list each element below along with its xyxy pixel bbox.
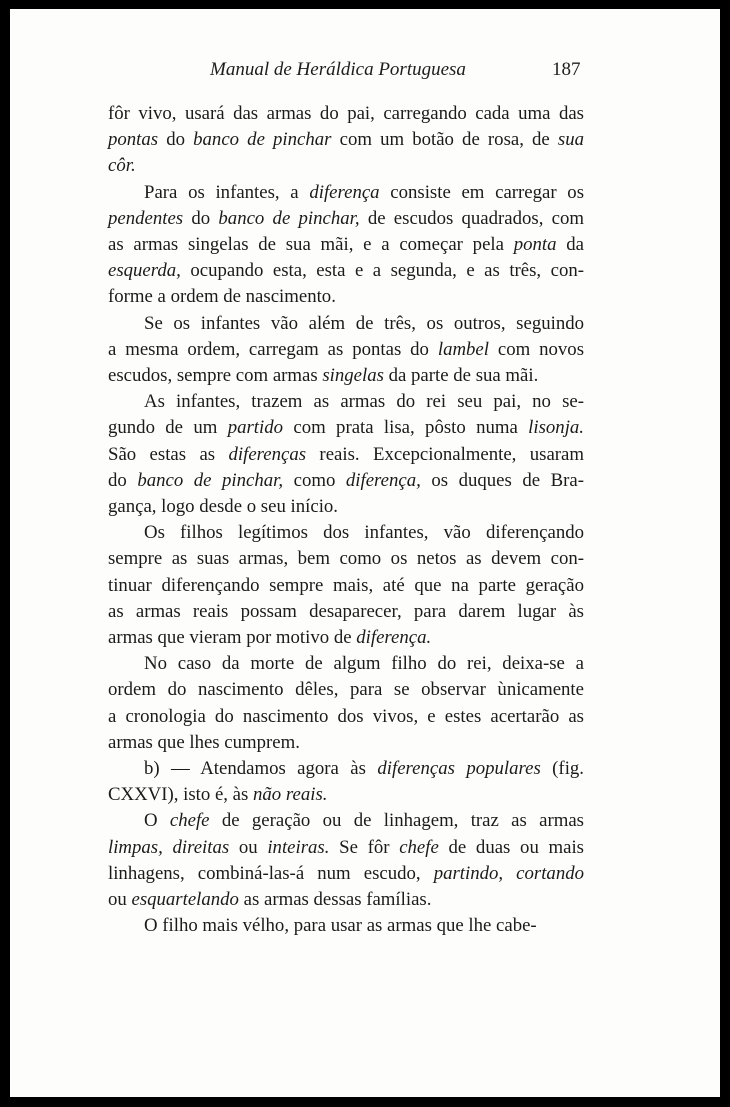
book-page [10, 9, 720, 1097]
text-segment: do [108, 469, 138, 491]
text-segment: Os filhos legítimos dos infantes, vão diferençando [144, 522, 584, 544]
text-segment: os duques de Bra- [420, 469, 584, 491]
text-segment: fôr vivo, usará das armas do pai, carregando cada uma das [108, 103, 584, 124]
italic-text: limpas, direitas [108, 836, 230, 858]
page-header [10, 59, 720, 89]
text-segment: com um botão de rosa, de [331, 129, 558, 151]
text-segment: ordem do nascimento dêles, para se observar ùnicamente [108, 679, 584, 701]
text-line [108, 625, 584, 651]
body-text [108, 101, 584, 940]
text-segment: da parte de sua mãi. [383, 365, 539, 387]
text-line [108, 101, 584, 127]
text-segment: a mesma ordem, carregam as pontas do [108, 338, 438, 360]
italic-text: diferença [309, 181, 380, 203]
text-segment: Se os infantes vão além de três, os outros, seguindo [144, 312, 584, 334]
text-segment: do [183, 207, 219, 229]
text-line [108, 468, 584, 494]
italic-text: partido [227, 417, 284, 439]
text-segment: a cronologia do nascimento dos vivos, e estes acertarão as [108, 705, 584, 727]
text-segment: No caso da morte de algum filho do rei, deixa-se a [144, 653, 584, 675]
text-segment: escudos, sempre com armas [108, 365, 323, 387]
italic-text: sua [557, 129, 584, 151]
italic-text: esquerda, [108, 260, 181, 282]
text-line [108, 153, 584, 179]
text-line [108, 887, 584, 913]
text-segment: do [158, 129, 194, 151]
italic-text: lisonja. [528, 417, 585, 439]
text-line [108, 782, 584, 808]
text-line [108, 730, 584, 756]
italic-text: diferença. [356, 627, 432, 649]
text-segment: ou [229, 836, 268, 858]
text-line [108, 808, 584, 834]
text-segment: consiste em carregar os [379, 181, 585, 203]
text-segment: forme a ordem de nascimento. [108, 286, 336, 308]
text-segment: as armas reais possam desaparecer, para darem lugar às [108, 600, 584, 622]
text-segment: gundo de um [108, 417, 228, 439]
text-segment: O [144, 810, 170, 832]
italic-text: diferença, [345, 469, 421, 491]
text-line [108, 284, 584, 310]
italic-text: chefe [399, 836, 439, 858]
text-line [108, 704, 584, 730]
text-segment: com prata lisa, pôsto numa [283, 417, 529, 439]
text-line [108, 520, 584, 546]
italic-text: diferenças [228, 443, 307, 465]
text-line [108, 311, 584, 337]
text-line [108, 599, 584, 625]
running-title: Manual de Heráldica Portuguesa [210, 59, 466, 80]
italic-text: não reais. [253, 784, 328, 806]
italic-text: ponta [513, 234, 557, 256]
italic-text: pendentes [108, 207, 184, 229]
italic-text: diferenças populares [377, 758, 541, 780]
text-line [108, 861, 584, 887]
text-line [108, 389, 584, 415]
text-segment: de duas ou mais [438, 836, 584, 858]
italic-text: inteiras. [267, 836, 330, 858]
text-segment: de escudos quadrados, com [359, 207, 584, 229]
italic-text: chefe [169, 810, 210, 832]
text-line [108, 180, 584, 206]
italic-text: pontas [108, 129, 159, 151]
italic-text: singelas [322, 365, 384, 387]
text-segment: como [283, 469, 346, 491]
italic-text: esquartelando [131, 889, 239, 911]
text-segment: Se fôr [329, 836, 400, 858]
text-segment: tinuar diferençando sempre mais, até que na parte geração [108, 574, 584, 596]
text-line [108, 677, 584, 703]
text-segment: ocupando esta, esta e a segunda, e as três, con- [180, 260, 584, 282]
text-segment: As infantes, trazem as armas do rei seu pai, no se- [144, 391, 584, 413]
italic-text: lambel [437, 338, 489, 360]
text-segment: (fig. [540, 758, 584, 780]
text-segment: gança, logo desde o seu início. [108, 496, 339, 518]
text-segment: da [556, 234, 584, 256]
text-line [108, 363, 584, 389]
text-segment: ou [108, 889, 132, 911]
italic-text: côr. [108, 155, 136, 177]
text-line [108, 258, 584, 284]
text-segment: as armas singelas de sua mãi, e a começar pela [108, 234, 514, 256]
italic-text: banco de pinchar [193, 129, 332, 151]
text-segment: as armas dessas famílias. [238, 889, 432, 911]
text-line [108, 442, 584, 468]
text-segment: com novos [488, 338, 584, 360]
text-line [108, 337, 584, 363]
text-line [108, 913, 584, 939]
text-line [108, 651, 584, 677]
text-segment: reais. Excepcionalmente, usaram [306, 443, 584, 465]
text-line [108, 232, 584, 258]
text-line [108, 206, 584, 232]
text-segment: armas que lhes cumprem. [108, 731, 300, 753]
text-line [108, 573, 584, 599]
text-line [108, 835, 584, 861]
text-segment: sempre as suas armas, bem como os netos as devem con- [108, 548, 584, 570]
text-segment: linhagens, combiná-las-á num escudo, [108, 862, 434, 884]
text-segment: de geração ou de linhagem, traz as armas [209, 810, 584, 832]
text-line [108, 415, 584, 441]
text-line [108, 756, 584, 782]
page-number: 187 [552, 59, 581, 80]
text-segment: O filho mais vélho, para usar as armas que lhe cabe- [144, 915, 537, 937]
text-segment: São estas as [108, 443, 229, 465]
text-segment: CXXVI), isto é, às [108, 784, 254, 806]
text-line [108, 494, 584, 520]
text-segment: armas que vieram por motivo de [108, 627, 357, 649]
text-segment: Para os infantes, a [144, 181, 310, 203]
text-line [108, 127, 584, 153]
italic-text: banco de pinchar, [137, 469, 284, 491]
text-segment: b) — Atendamos agora às [144, 758, 378, 780]
italic-text: banco de pinchar, [218, 207, 360, 229]
text-line [108, 546, 584, 572]
italic-text: partindo, cortando [433, 862, 584, 884]
